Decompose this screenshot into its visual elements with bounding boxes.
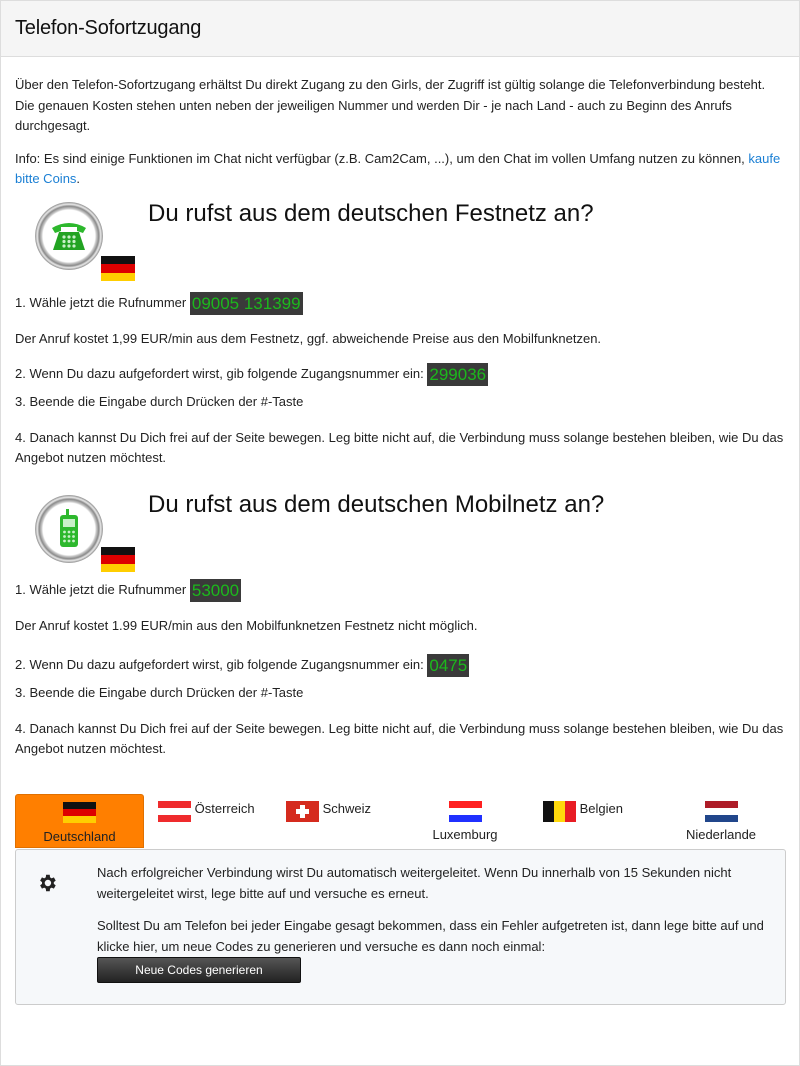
tab-oesterreich[interactable]: Österreich xyxy=(158,794,268,848)
germany-flag-icon xyxy=(101,256,135,282)
section-header xyxy=(15,481,785,591)
tab-belgien[interactable]: Belgien xyxy=(543,794,643,848)
belgium-flag-icon xyxy=(543,801,576,822)
country-tabs xyxy=(15,794,785,850)
germany-flag-icon xyxy=(101,547,135,573)
tab-deutschland[interactable]: Deutschland xyxy=(15,794,144,848)
main-content xyxy=(1,57,799,760)
info-paragraph: Info: Es sind einige Funktionen im Chat nicht verfügbar (z.B. Cam2Cam, ...), um den Chat im vollen Umfang nutzen zu können, kaufe bitte Coins. xyxy=(15,150,781,186)
step-1: 1. Wähle jetzt die Rufnummer 09005 131399 xyxy=(15,293,301,313)
tab-luxemburg[interactable]: Luxemburg xyxy=(415,794,515,848)
mobile-section xyxy=(15,481,785,760)
austria-flag-icon xyxy=(158,801,191,822)
step-4: 4. Danach kannst Du Dich frei auf der Seite bewegen. Leg bitte nicht auf, die Verbindung muss solange bestehen bleiben, wie Du das Angebot nutzen möchtest. xyxy=(15,720,784,756)
germany-flag-icon xyxy=(63,802,96,823)
section-title: Du rufst aus dem deutschen Mobilnetz an? xyxy=(148,490,605,518)
panel-text xyxy=(97,863,777,983)
cost-text: Der Anruf kostet 1,99 EUR/min aus dem Festnetz, ggf. abweichende Preise aus den Mobilfunknetzen. xyxy=(15,330,602,346)
tab-schweiz[interactable]: Schweiz xyxy=(286,794,386,848)
redirect-info: Nach erfolgreicher Verbindung wirst Du automatisch weitergeleitet. Wenn Du innerhalb von 15 Sekunden nicht weitergeleitet wirst, lege bitte auf und versuche es erneut. xyxy=(97,865,732,901)
step-2: 2. Wenn Du dazu aufgefordert wirst, gib folgende Zugangsnummer ein: 299036 xyxy=(15,364,487,384)
buy-coins-link[interactable]: kaufe bitte Coins xyxy=(15,150,781,186)
switzerland-flag-icon xyxy=(286,801,319,822)
step-2: 2. Wenn Du dazu aufgefordert wirst, gib folgende Zugangsnummer ein: 0475 xyxy=(15,655,468,675)
tab-niederlande[interactable]: Niederlande xyxy=(671,794,771,848)
step-3: 3. Beende die Eingabe durch Drücken der #-Taste xyxy=(15,684,304,700)
error-info: Solltest Du am Telefon bei jeder Eingabe gesagt bekommen, dass ein Fehler aufgetreten ist, dann lege bitte auf und klicke hier, um neue Codes zu generieren und versuche es dann noch einmal: xyxy=(97,918,764,954)
section-header xyxy=(15,194,785,294)
step-4: 4. Danach kannst Du Dich frei auf der Seite bewegen. Leg bitte nicht auf, die Verbindung muss solange bestehen bleiben, wie Du das Angebot nutzen möchtest. xyxy=(15,429,784,465)
intro-paragraph: Über den Telefon-Sofortzugang erhältst Du direkt Zugang zu den Girls, der Zugriff ist gültig solange die Telefonverbindung besteht. Die genauen Kosten stehen unten neben der jeweiligen Nummer und werden Dir - je nach Land - auch zu Beginn des Anrufs durchgesagt. xyxy=(15,77,766,133)
section-title: Du rufst aus dem deutschen Festnetz an? xyxy=(148,199,594,227)
netherlands-flag-icon xyxy=(705,801,738,822)
page-header xyxy=(1,1,799,57)
access-code: 299036 xyxy=(429,364,487,384)
phone-number: 53000 xyxy=(191,580,240,600)
info-panel xyxy=(15,849,786,1005)
generate-new-codes-button[interactable]: Neue Codes generieren xyxy=(97,957,301,983)
access-code: 0475 xyxy=(429,655,468,675)
luxembourg-flag-icon xyxy=(449,801,482,822)
cost-text: Der Anruf kostet 1.99 EUR/min aus den Mobilfunknetzen Festnetz nicht möglich. xyxy=(15,617,478,633)
mobile-phone-icon xyxy=(35,495,103,563)
page-title: Telefon-Sofortzugang xyxy=(15,17,202,39)
step-1: 1. Wähle jetzt die Rufnummer 53000 xyxy=(15,580,240,600)
landline-section xyxy=(15,194,785,469)
step-3: 3. Beende die Eingabe durch Drücken der #-Taste xyxy=(15,393,304,409)
phone-number: 09005 131399 xyxy=(191,293,301,313)
gear-icon xyxy=(36,872,58,894)
landline-phone-icon xyxy=(35,202,103,270)
